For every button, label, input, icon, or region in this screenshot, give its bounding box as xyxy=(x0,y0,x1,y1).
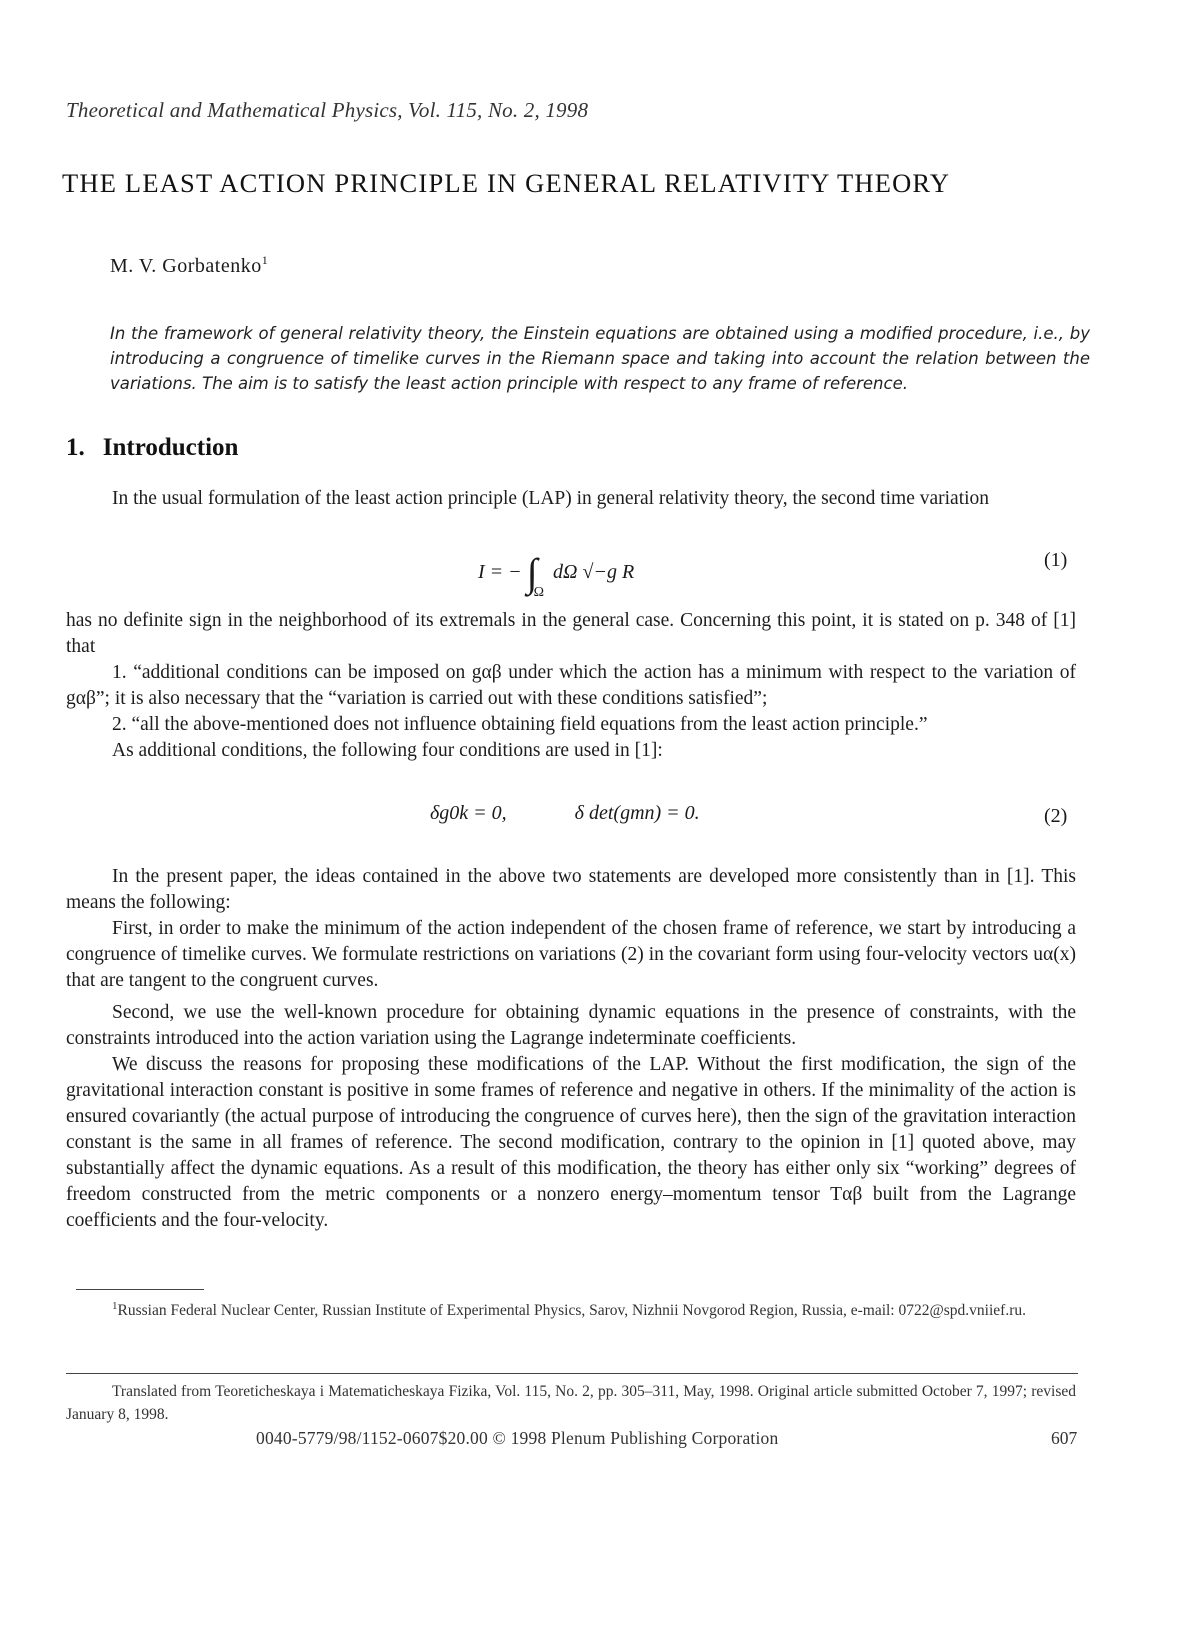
section-heading xyxy=(66,434,238,462)
equation-1-number: (1) xyxy=(1044,549,1068,571)
footnote-divider xyxy=(76,1289,204,1290)
section-title: Introduction xyxy=(102,434,239,461)
paragraph-5: First, in order to make the minimum of the action independent of the chosen frame of reference, we start by introducing a congruence of timelike curves. We formulate restrictions on variations (2) in the covariant form using four-velocity vectors uα(x) that are tangent to the congruent curves. xyxy=(66,918,1076,991)
paragraph-6: Second, we use the well-known procedure for obtaining dynamic equations in the presence of constraints, with the constraints introduced into the action variation using the Lagrange indeterminate coefficients. xyxy=(66,1002,1076,1049)
page-number: 607 xyxy=(1051,1428,1078,1448)
paragraph-3: As additional conditions, the following four conditions are used in [1]: xyxy=(112,740,663,761)
author-name: M. V. Gorbatenko xyxy=(110,255,262,277)
abstract: In the framework of general relativity theory, the Einstein equations are obtained using a modified procedure, i.e., by introducing a congruence of timelike curves in the Riemann space and taking into account the relation between the variations. The aim is to satisfy the least action principle with respect to any frame of reference. xyxy=(110,324,1090,393)
list-item-2: 2. “all the above-mentioned does not influence obtaining field equations from the least action principle.” xyxy=(112,714,928,735)
section-number: 1. xyxy=(66,434,85,461)
translation-note: Translated from Teoreticheskaya i Matematicheskaya Fizika, Vol. 115, No. 2, pp. 305–311, May, 1998. Original article submitted October 7, 1997; revised January 8, 1998. xyxy=(66,1383,1076,1423)
author-line xyxy=(110,253,268,278)
equation-2-right: δ det(gmn) = 0. xyxy=(574,802,700,824)
footnote xyxy=(66,1295,1076,1322)
author-footnote-mark[interactable]: 1 xyxy=(261,253,269,267)
integral-domain: Ω xyxy=(533,585,545,600)
paragraph-1: In the usual formulation of the least action principle (LAP) in general relativity theory, the second time variation xyxy=(112,488,990,509)
paper-title: THE LEAST ACTION PRINCIPLE IN GENERAL RELATIVITY THEORY xyxy=(62,168,951,198)
translation-divider xyxy=(66,1373,1078,1374)
equation-1-rhs: dΩ √−g R xyxy=(553,561,635,583)
paragraph-7: We discuss the reasons for proposing these modifications of the LAP. Without the first modification, the sign of the gravitational interaction constant is positive in some frames of reference and negative in others. If the minimality of the action is ensured covariantly (the actual purpose of introducing the congruence of curves here), then the sign of the gravitation interaction constant is the same in all frames of reference. The second modification, contrary to the opinion in [1] quoted above, may substantially affect the dynamic equations. As a result of this modification, the theory has either only six “working” degrees of freedom constructed from the metric components or a nonzero energy–momentum tensor Tαβ built from the Lagrange coefficients and the four-velocity. xyxy=(66,1054,1076,1231)
equation-1 xyxy=(478,541,635,600)
publisher-imprint: 0040-5779/98/1152-0607$20.00 © 1998 Plenum Publishing Corporation xyxy=(256,1428,779,1448)
equation-2-number: (2) xyxy=(1044,805,1068,827)
footnote-mark: 1 xyxy=(112,1300,118,1312)
equation-2-left: δg0k = 0, xyxy=(430,802,507,824)
equation-1-lhs: I = − xyxy=(478,561,522,583)
equation-2 xyxy=(430,802,700,825)
integral-sign: ∫ xyxy=(526,550,538,595)
footnote-text: Russian Federal Nuclear Center, Russian Institute of Experimental Physics, Sarov, Nizhnii Novgorod Region, Russia, e-mail: 0722@spd.vniief.ru. xyxy=(117,1302,1026,1319)
paragraph-2: has no definite sign in the neighborhood of its extremals in the general case. Concerning this point, it is stated on p. 348 of [1] that xyxy=(66,610,1076,657)
paragraph-4: In the present paper, the ideas contained in the above two statements are developed more consistently than in [1]. This means the following: xyxy=(66,866,1076,913)
list-item-1: 1. “additional conditions can be imposed on gαβ under which the action has a minimum with respect to the variation of gαβ”; it is also necessary that the “variation is carried out with these conditions satisfied”; xyxy=(66,662,1076,709)
journal-header: Theoretical and Mathematical Physics, Vol. 115, No. 2, 1998 xyxy=(66,98,589,122)
